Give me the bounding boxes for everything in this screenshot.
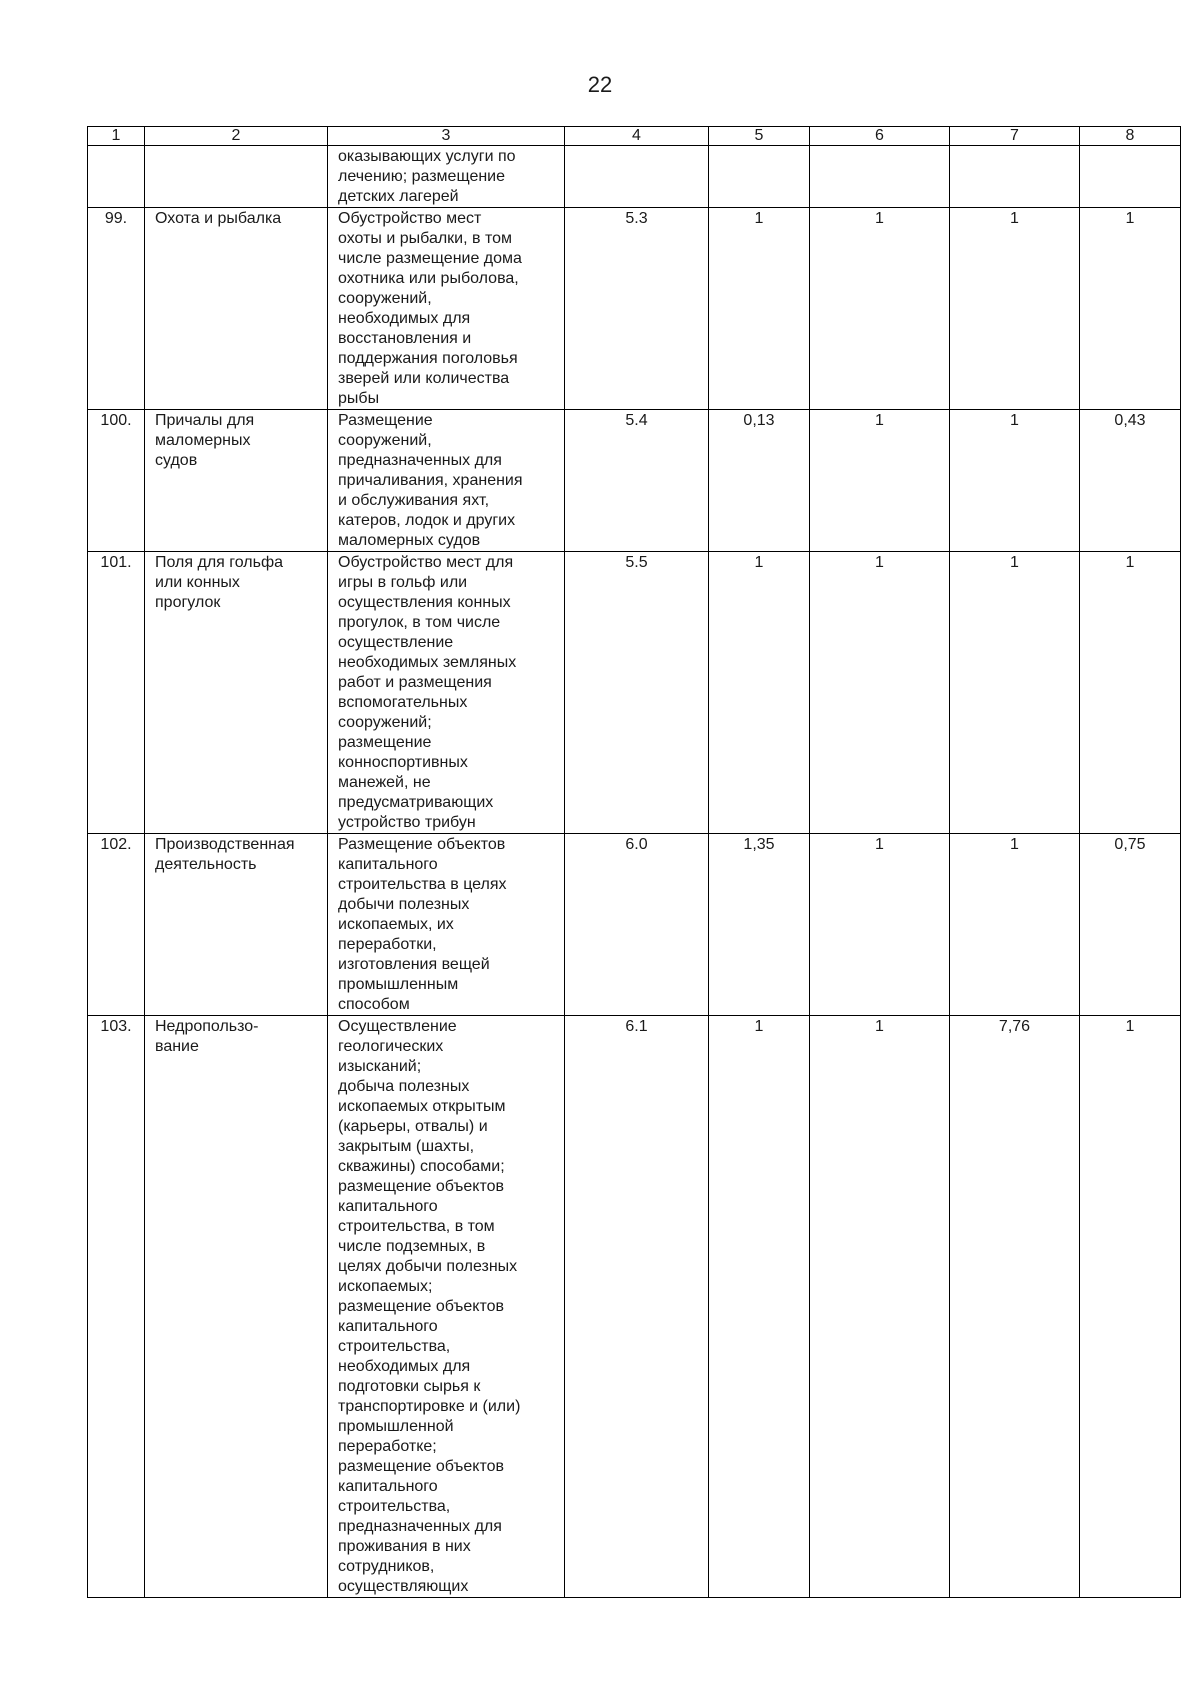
coefficient-col-8: 1 <box>1080 208 1181 410</box>
classifier-code: 5.4 <box>565 410 709 552</box>
land-use-description: оказывающих услуги по лечению; размещение детских лагерей <box>328 146 565 208</box>
land-use-name: Недропользо- вание <box>145 1016 328 1598</box>
table-row <box>88 208 1181 410</box>
row-number: 101. <box>88 552 145 834</box>
column-header: 2 <box>145 127 328 146</box>
table-row <box>88 834 1181 1016</box>
coefficient-col-5: 1 <box>709 1016 810 1598</box>
column-header: 1 <box>88 127 145 146</box>
land-use-name: Причалы для маломерных судов <box>145 410 328 552</box>
land-use-description: Осуществление геологических изысканий; добыча полезных ископаемых открытым (карьеры, отвалы) и закрытым (шахты, скважины) способами; размещение объектов капитального строительства, в том числе подземных, в целях добычи полезных ископаемых; размещение объектов капитального строительства, необходимых для подготовки сырья к транспортировке и (или) промышленной переработке; размещение объектов капитального строительства, предназначенных для проживания в них сотрудников, осуществляющих <box>328 1016 565 1598</box>
row-number <box>88 146 145 208</box>
coefficient-col-7 <box>950 146 1080 208</box>
column-header: 8 <box>1080 127 1181 146</box>
row-number: 99. <box>88 208 145 410</box>
coefficient-col-6: 1 <box>810 208 950 410</box>
row-number: 100. <box>88 410 145 552</box>
table-row <box>88 146 1181 208</box>
land-use-description: Обустройство мест охоты и рыбалки, в том числе размещение дома охотника или рыболова, сооружений, необходимых для восстановления и поддержания поголовья зверей или количества рыбы <box>328 208 565 410</box>
coefficient-col-7: 1 <box>950 208 1080 410</box>
coefficient-col-7: 1 <box>950 410 1080 552</box>
column-header: 4 <box>565 127 709 146</box>
coefficient-col-8 <box>1080 146 1181 208</box>
table-row <box>88 410 1181 552</box>
coefficient-col-5: 1,35 <box>709 834 810 1016</box>
coefficient-col-5: 1 <box>709 208 810 410</box>
row-number: 103. <box>88 1016 145 1598</box>
classifier-code: 5.5 <box>565 552 709 834</box>
land-use-name <box>145 146 328 208</box>
land-use-name: Охота и рыбалка <box>145 208 328 410</box>
coefficient-col-6: 1 <box>810 834 950 1016</box>
coefficient-col-8: 0,43 <box>1080 410 1181 552</box>
coefficient-col-8: 1 <box>1080 552 1181 834</box>
coefficient-col-6 <box>810 146 950 208</box>
classifier-code: 6.1 <box>565 1016 709 1598</box>
coefficient-col-6: 1 <box>810 552 950 834</box>
coefficient-col-7: 7,76 <box>950 1016 1080 1598</box>
land-use-description: Размещение сооружений, предназначенных для причаливания, хранения и обслуживания яхт, катеров, лодок и других маломерных судов <box>328 410 565 552</box>
land-use-description: Размещение объектов капитального строительства в целях добычи полезных ископаемых, их переработки, изготовления вещей промышленным способом <box>328 834 565 1016</box>
coefficient-col-6: 1 <box>810 410 950 552</box>
land-use-name: Производственная деятельность <box>145 834 328 1016</box>
coefficient-col-8: 0,75 <box>1080 834 1181 1016</box>
column-header: 6 <box>810 127 950 146</box>
coefficient-col-5: 0,13 <box>709 410 810 552</box>
classifier-code: 6.0 <box>565 834 709 1016</box>
table-header-row <box>88 127 1181 146</box>
coefficient-col-6: 1 <box>810 1016 950 1598</box>
table-row <box>88 552 1181 834</box>
page-number: 22 <box>587 72 613 97</box>
land-use-table <box>87 126 1181 1598</box>
land-use-name: Поля для гольфа или конных прогулок <box>145 552 328 834</box>
table-row <box>88 1016 1181 1598</box>
coefficient-col-7: 1 <box>950 552 1080 834</box>
column-header: 7 <box>950 127 1080 146</box>
row-number: 102. <box>88 834 145 1016</box>
classifier-code: 5.3 <box>565 208 709 410</box>
column-header: 3 <box>328 127 565 146</box>
coefficient-col-5: 1 <box>709 552 810 834</box>
land-use-description: Обустройство мест для игры в гольф или осуществления конных прогулок, в том числе осуществление необходимых земляных работ и размещения вспомогательных сооружений; размещение конноспортивных манежей, не предусматривающих устройство трибун <box>328 552 565 834</box>
coefficient-col-7: 1 <box>950 834 1080 1016</box>
column-header: 5 <box>709 127 810 146</box>
coefficient-col-8: 1 <box>1080 1016 1181 1598</box>
classifier-code <box>565 146 709 208</box>
coefficient-col-5 <box>709 146 810 208</box>
